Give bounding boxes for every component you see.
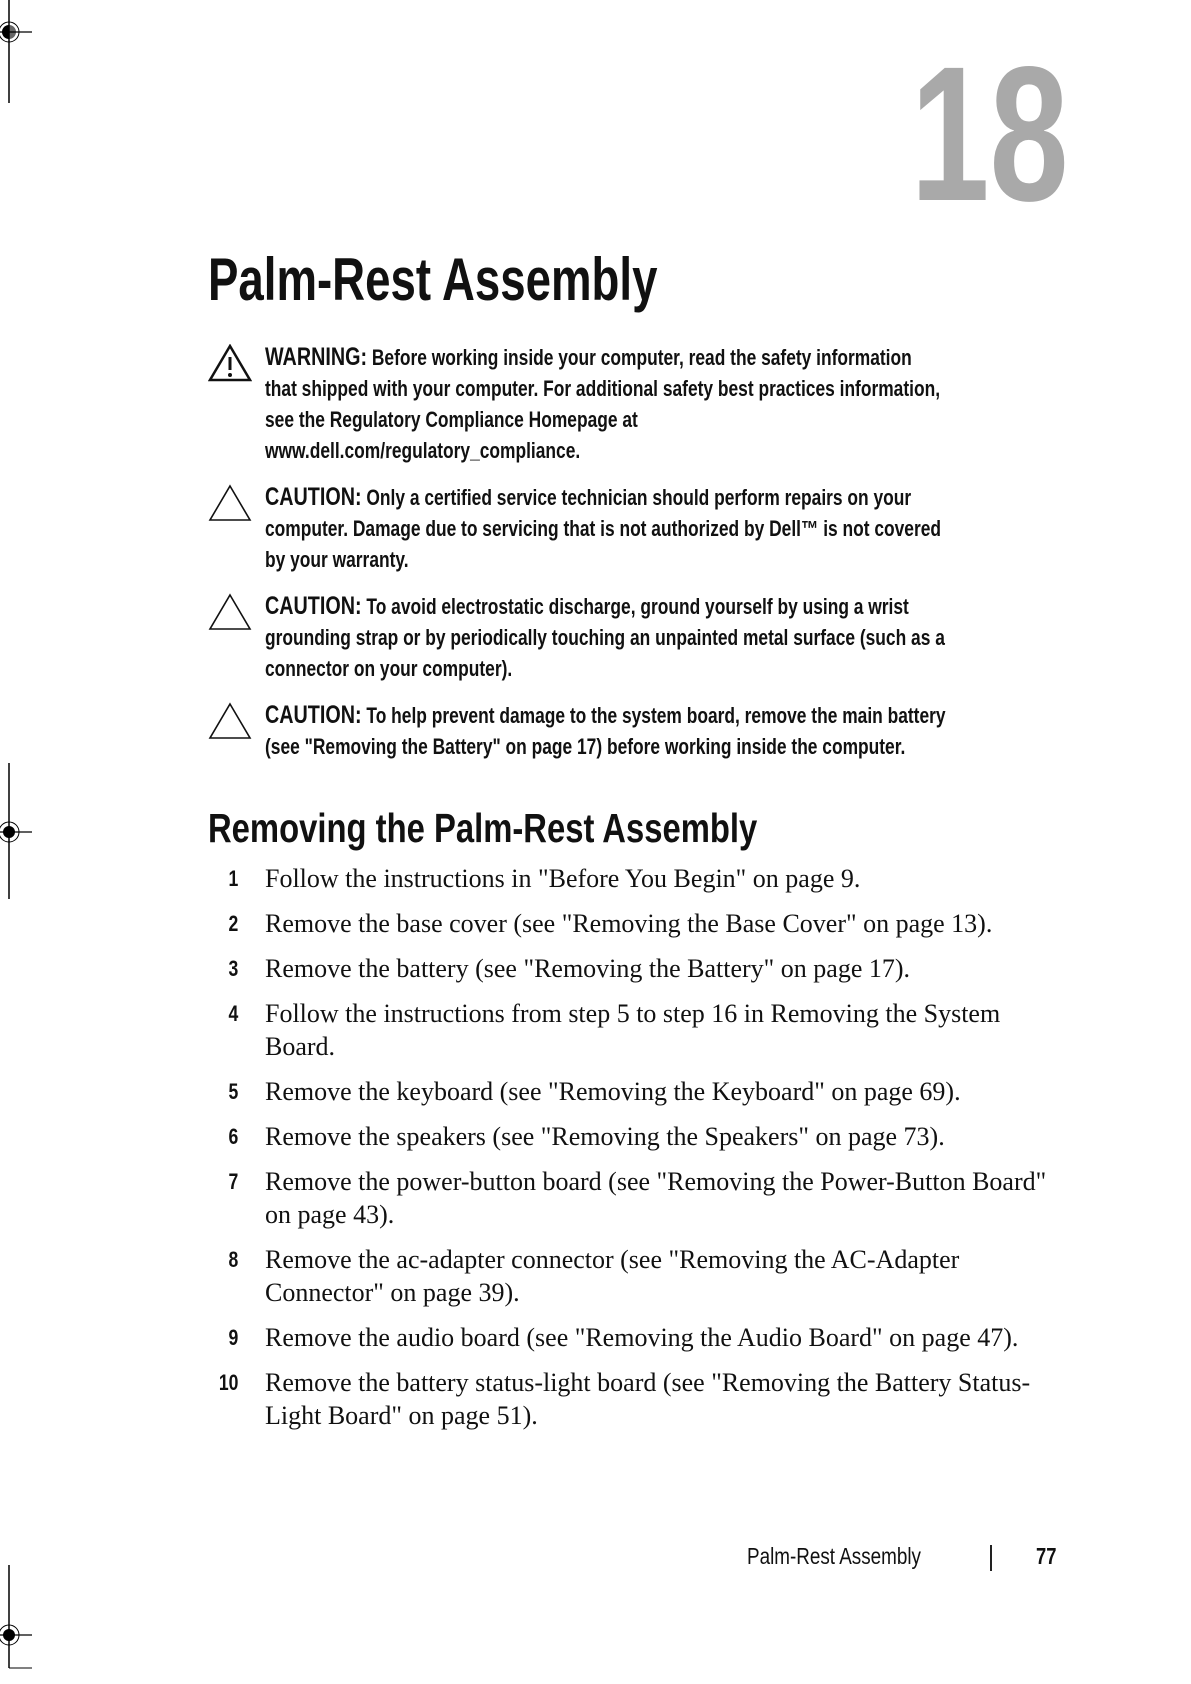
notice-line bbox=[265, 373, 1119, 404]
step-text: Remove the base cover (see "Removing the Base Cover" on page 13). bbox=[265, 909, 993, 938]
crop-mark-icon bbox=[0, 0, 40, 110]
notice-text: Before working inside your computer, read the safety information bbox=[371, 345, 912, 370]
notice-line bbox=[265, 404, 1119, 435]
step-item bbox=[200, 1120, 1100, 1153]
notice-line bbox=[265, 731, 1126, 762]
step-number: 10 bbox=[218, 1370, 238, 1395]
footer-divider bbox=[990, 1545, 992, 1571]
notice-text: see the Regulatory Compliance Homepage at bbox=[265, 407, 638, 432]
notice-line bbox=[265, 653, 1126, 684]
notice-label: WARNING: bbox=[265, 343, 368, 371]
warning-icon bbox=[208, 344, 252, 382]
step-item bbox=[200, 997, 1100, 1063]
notice-text: grounding strap or by periodically touching an unpainted metal surface (such as a bbox=[265, 625, 945, 650]
chapter-number: 18 bbox=[910, 26, 1069, 241]
step-number: 5 bbox=[228, 1079, 238, 1104]
step-text: Connector" on page 39). bbox=[265, 1278, 520, 1307]
step-text: Remove the keyboard (see "Removing the Keyboard" on page 69). bbox=[265, 1077, 961, 1106]
step-number: 3 bbox=[228, 956, 238, 981]
notice-line bbox=[265, 700, 1126, 731]
notice-line bbox=[265, 435, 1119, 466]
step-text: Remove the ac-adapter connector (see "Removing the AC-Adapter bbox=[265, 1245, 960, 1274]
step-item bbox=[200, 862, 1100, 895]
notice-line bbox=[265, 591, 1126, 622]
step-text: Remove the speakers (see "Removing the Speakers" on page 73). bbox=[265, 1122, 945, 1151]
footer-title: Palm-Rest Assembly bbox=[747, 1543, 921, 1569]
step-text: Board. bbox=[265, 1032, 336, 1061]
chapter-title: Palm-Rest Assembly bbox=[208, 246, 658, 313]
step-text: Remove the battery (see "Removing the Battery" on page 17). bbox=[265, 954, 911, 983]
notice-text: computer. Damage due to servicing that is not authorized by Dell™ is not covered bbox=[265, 516, 942, 541]
step-number: 2 bbox=[228, 911, 238, 936]
notice-line bbox=[265, 544, 1121, 575]
notice-line bbox=[265, 622, 1126, 653]
notice-label: CAUTION: bbox=[265, 483, 362, 511]
step-item bbox=[200, 1366, 1100, 1432]
step-number: 8 bbox=[228, 1247, 238, 1272]
step-text: Remove the audio board (see "Removing the Audio Board" on page 47). bbox=[265, 1323, 1019, 1352]
step-item bbox=[200, 1075, 1100, 1108]
section-heading: Removing the Palm-Rest Assembly bbox=[208, 805, 758, 851]
notice-text: (see "Removing the Battery" on page 17) before working inside the computer. bbox=[265, 734, 906, 759]
step-text: Light Board" on page 51). bbox=[265, 1401, 538, 1430]
notice-text: Only a certified service technician should perform repairs on your bbox=[366, 485, 912, 510]
notice-text: by your warranty. bbox=[265, 547, 409, 572]
step-number: 6 bbox=[228, 1124, 238, 1149]
caution-icon bbox=[208, 484, 252, 522]
step-text: Follow the instructions from step 5 to step 16 in Removing the System bbox=[265, 999, 1001, 1028]
crop-mark-icon bbox=[0, 1562, 40, 1672]
steps-list bbox=[200, 862, 1100, 1444]
crop-mark-icon bbox=[0, 760, 40, 902]
step-text: Follow the instructions in "Before You Begin" on page 9. bbox=[265, 864, 861, 893]
step-text: Remove the battery status-light board (see "Removing the Battery Status- bbox=[265, 1368, 1031, 1397]
step-text: on page 43). bbox=[265, 1200, 395, 1229]
step-item bbox=[200, 1321, 1100, 1354]
step-item bbox=[200, 952, 1100, 985]
notice-text: To help prevent damage to the system board, remove the main battery bbox=[366, 703, 946, 728]
step-item bbox=[200, 907, 1100, 940]
notice-line bbox=[265, 513, 1121, 544]
step-number: 1 bbox=[228, 866, 238, 891]
notice-text: that shipped with your computer. For additional safety best practices information, bbox=[265, 376, 941, 401]
step-item bbox=[200, 1165, 1100, 1231]
step-text: Remove the power-button board (see "Removing the Power-Button Board" bbox=[265, 1167, 1047, 1196]
step-item bbox=[200, 1243, 1100, 1309]
notice-text: connector on your computer). bbox=[265, 656, 513, 681]
step-number: 9 bbox=[228, 1325, 238, 1350]
notice-label: CAUTION: bbox=[265, 592, 362, 620]
notice-line bbox=[265, 482, 1121, 513]
notice-label: CAUTION: bbox=[265, 701, 362, 729]
notice-text: To avoid electrostatic discharge, ground yourself by using a wrist bbox=[366, 594, 909, 619]
notice-line bbox=[265, 342, 1119, 373]
notice-text: www.dell.com/regulatory_compliance. bbox=[265, 438, 581, 463]
page-number: 77 bbox=[1036, 1543, 1057, 1569]
caution-icon bbox=[208, 702, 252, 740]
step-number: 7 bbox=[228, 1169, 238, 1194]
step-number: 4 bbox=[228, 1001, 238, 1026]
caution-icon bbox=[208, 593, 252, 631]
